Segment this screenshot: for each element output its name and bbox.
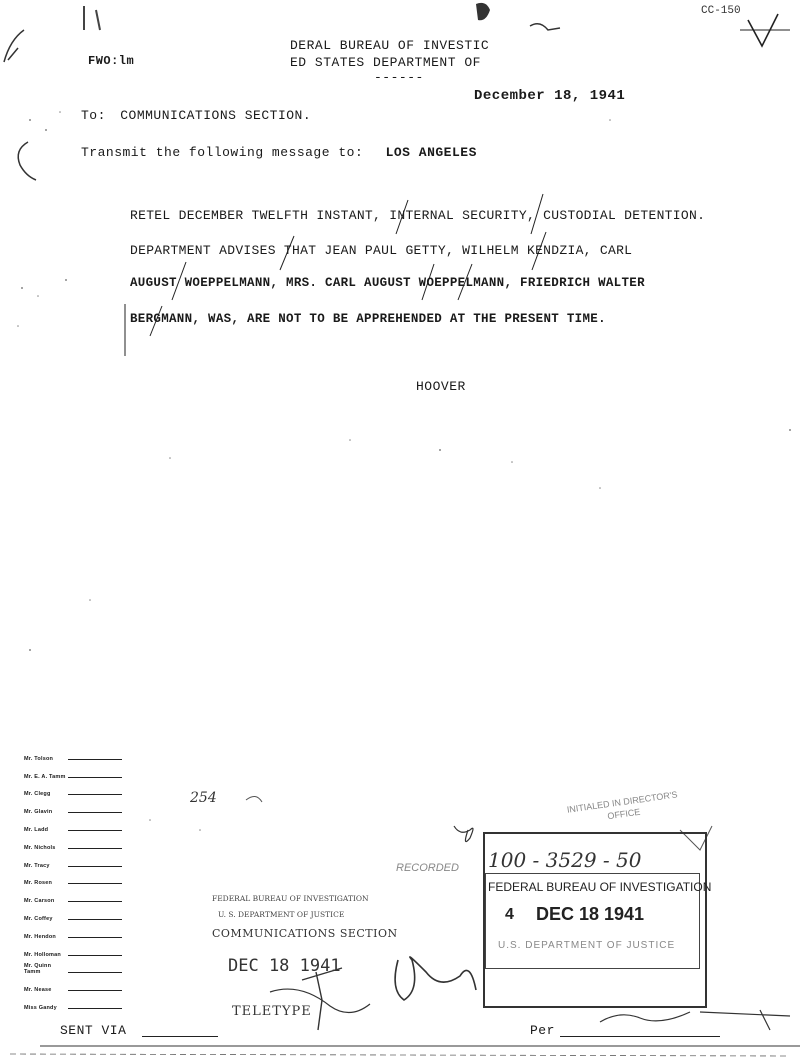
received-stamp-day: 4	[505, 906, 514, 923]
official-name: Mr. Rosen	[24, 880, 53, 887]
comm-stamp-date: DEC 18 1941	[228, 956, 341, 976]
file-number: 100 - 3529 - 50	[488, 848, 642, 872]
recorded-stamp: RECORDED	[396, 862, 459, 874]
to-label: To:	[81, 108, 106, 123]
per-label: Per	[530, 1023, 555, 1038]
received-stamp-line-3: U.S. DEPARTMENT OF JUSTICE	[498, 940, 676, 951]
official-row	[24, 833, 122, 851]
signature: HOOVER	[416, 379, 466, 394]
to-value: COMMUNICATIONS SECTION.	[120, 108, 312, 123]
message-line-1: RETEL DECEMBER TWELFTH INSTANT, INTERNAL SECURITY, CUSTODIAL DETENTION.	[130, 208, 706, 223]
header-divider: ------	[374, 70, 424, 85]
comm-stamp-line-1: FEDERAL BUREAU OF INVESTIGATION	[212, 894, 369, 903]
message-date: December 18, 1941	[474, 88, 626, 104]
transmit-label: Transmit the following message to:	[81, 145, 364, 160]
official-name: Miss Gandy	[24, 1004, 57, 1011]
message-line-3: AUGUST WOEPPELMANN, MRS. CARL AUGUST WOEPPELMANN, FRIEDRICH WALTER	[130, 276, 645, 290]
to-line	[81, 108, 311, 123]
comm-stamp-line-2: U. S. DEPARTMENT OF JUSTICE	[218, 910, 345, 919]
destination: LOS ANGELES	[385, 145, 477, 160]
sent-via-line	[142, 1036, 218, 1037]
official-name: Mr. Holloman	[24, 951, 61, 958]
form-code: CC-150	[701, 5, 741, 17]
per-line	[560, 1036, 720, 1037]
official-row	[24, 797, 122, 815]
official-row	[24, 780, 122, 798]
comm-stamp-line-3: COMMUNICATIONS SECTION	[212, 927, 398, 940]
official-row	[24, 851, 122, 869]
official-row	[24, 904, 122, 922]
message-line-2: DEPARTMENT ADVISES THAT JEAN PAUL GETTY, WILHELM KENDZIA, CARL	[130, 243, 633, 258]
official-name: Mr. Nease	[24, 987, 52, 994]
official-name: Mr. Ladd	[24, 826, 49, 833]
official-row	[24, 975, 122, 993]
message-line-4: BERGMANN, WAS, ARE NOT TO BE APPREHENDED AT THE PRESENT TIME.	[130, 312, 606, 326]
bureau-line-2: ED STATES DEPARTMENT OF	[290, 55, 481, 70]
comm-stamp-method: TELETYPE	[232, 1004, 312, 1019]
official-row	[24, 815, 122, 833]
initialed-stamp: INITIALED IN DIRECTOR'S OFFICE	[566, 789, 679, 822]
officials-list	[24, 744, 122, 1011]
sent-via-label: SENT VIA	[60, 1023, 127, 1038]
official-name: Mr. Hendon	[24, 933, 56, 940]
file-initials: FWO:lm	[88, 54, 135, 68]
transmit-line	[81, 145, 477, 160]
official-name: Mr. Tracy	[24, 862, 50, 869]
official-name: Mr. E. A. Tamm	[24, 773, 66, 780]
official-name: Mr. Tolson	[24, 755, 54, 762]
official-row	[24, 762, 122, 780]
official-row	[24, 940, 122, 958]
official-row	[24, 744, 122, 762]
bureau-line-1: DERAL BUREAU OF INVESTIC	[290, 38, 490, 53]
received-stamp-date: DEC 18 1941	[536, 904, 645, 924]
official-row	[24, 886, 122, 904]
official-row	[24, 958, 122, 976]
official-row	[24, 869, 122, 887]
official-row	[24, 993, 122, 1011]
handwritten-number: 254	[190, 790, 217, 806]
official-name: Mr. Clegg	[24, 791, 51, 798]
official-name: Mr. Quinn Tamm	[24, 963, 52, 976]
official-name: Mr. Coffey	[24, 915, 53, 922]
official-name: Mr. Carson	[24, 898, 55, 905]
official-name: Mr. Nichols	[24, 844, 56, 851]
official-row	[24, 922, 122, 940]
received-stamp-line-1: FEDERAL BUREAU OF INVESTIGATION	[488, 880, 712, 894]
official-name: Mr. Glavin	[24, 809, 53, 816]
